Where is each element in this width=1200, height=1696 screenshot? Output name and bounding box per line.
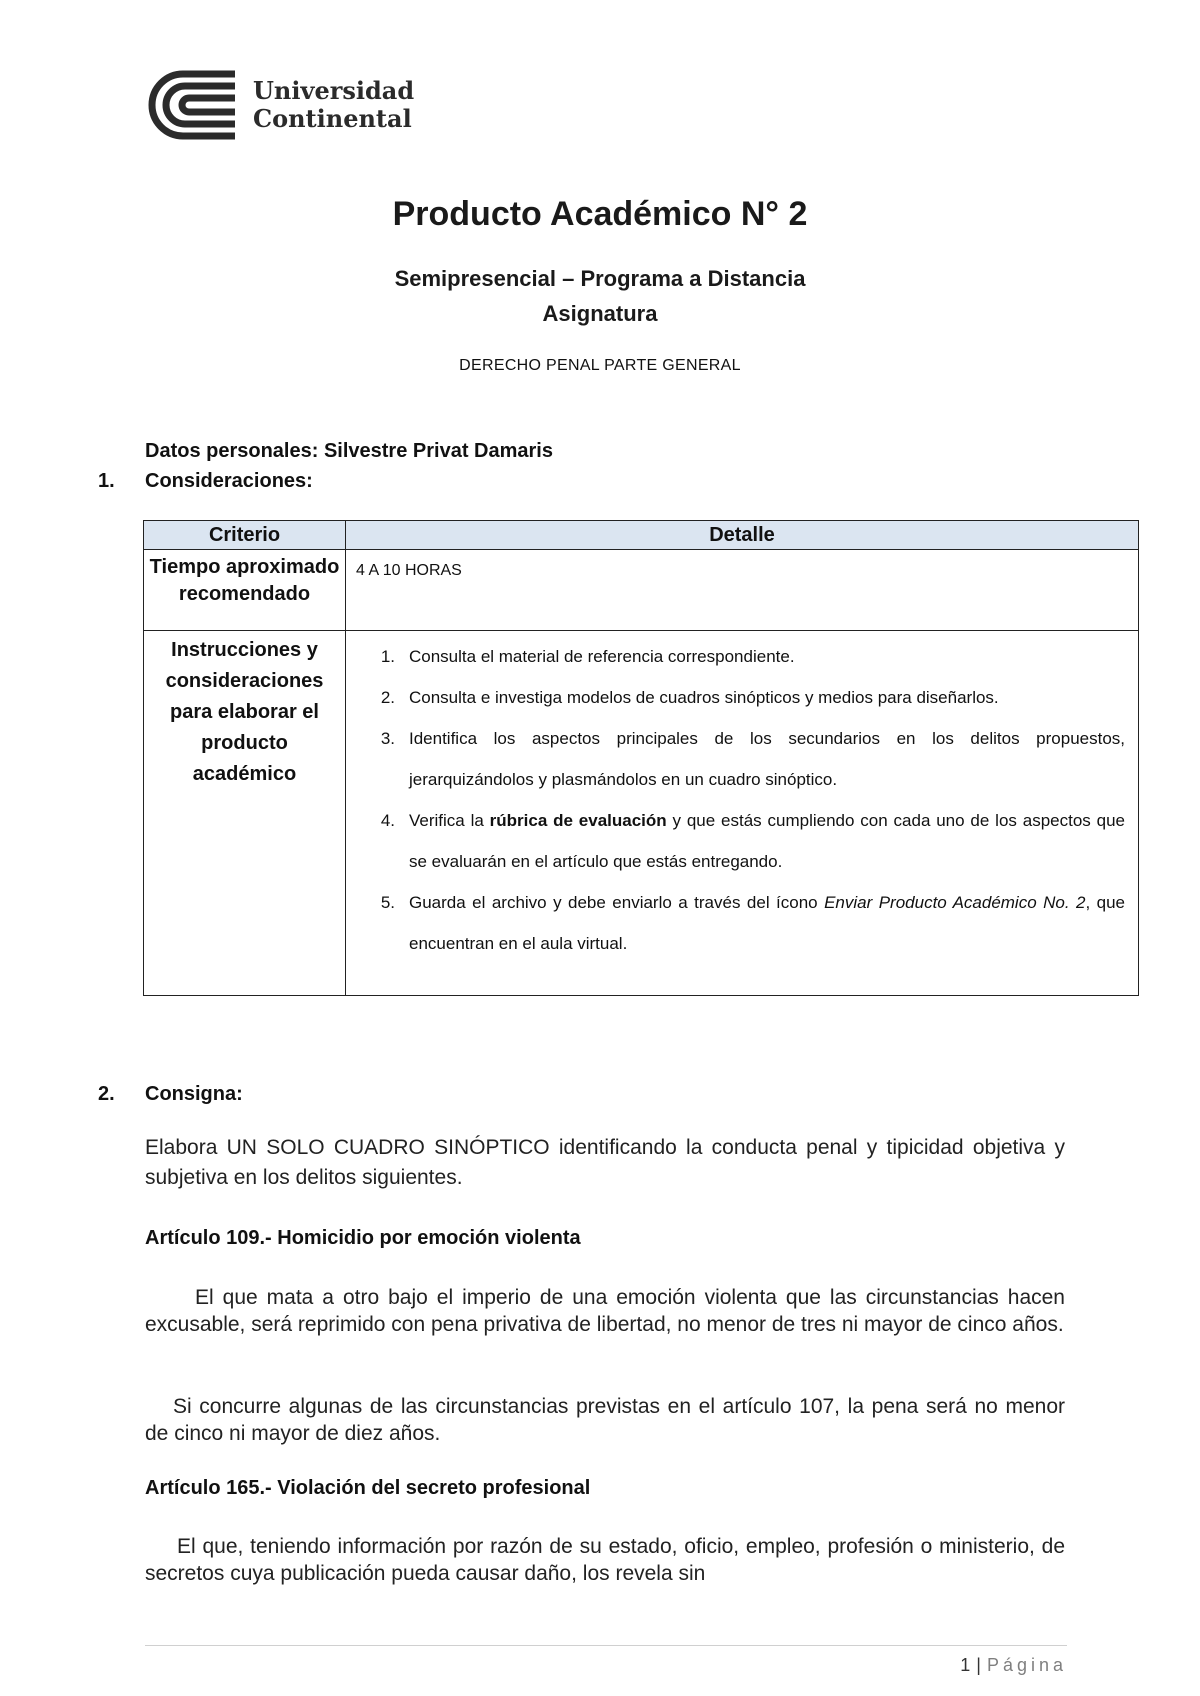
list-item: [359, 677, 1125, 718]
footer-divider: [145, 1645, 1067, 1646]
section-heading-considerations: [98, 470, 313, 493]
table-row: [144, 631, 1139, 996]
logo-text: [253, 77, 414, 133]
list-item-number: 2.: [380, 688, 395, 707]
document-title: Producto Académico N° 2: [392, 195, 808, 233]
list-item: [359, 718, 1125, 800]
criterion-cell: Tiempo aproximado recomendado: [144, 550, 346, 631]
course-name: DERECHO PENAL PARTE GENERAL: [459, 357, 741, 374]
list-item-text-pre: Consulta el material de referencia correspondiente.: [409, 647, 795, 666]
considerations-table: [143, 520, 1139, 996]
list-item-number: 5.: [380, 893, 395, 912]
list-item-text: [409, 677, 1125, 718]
logo-line-2: Continental: [253, 104, 412, 133]
article-109-paragraph-2: Si concurre algunas de las circunstancias previstas en el artículo 107, la pena será no menor de cinco ni mayor de diez años.: [145, 1395, 1065, 1445]
list-item-text: [409, 718, 1125, 800]
header-detail: Detalle: [346, 521, 1139, 550]
list-item: [359, 800, 1125, 882]
list-item-text: [409, 800, 1125, 882]
article-165-title: Artículo 165.- Violación del secreto profesional: [145, 1477, 591, 1499]
logo-line-1: Universidad: [253, 76, 415, 105]
list-item-text-tail: , que encuentran en el aula virtual.: [409, 893, 1126, 953]
section-label: Consigna:: [145, 1083, 243, 1105]
list-item: [359, 882, 1125, 964]
article-109-paragraph-1: El que mata a otro bajo el imperio de una emoción violenta que las circunstancias hacen excusable, será reprimido con pena privativa de libertad, no menor de tres ni mayor de cinco años.: [145, 1286, 1065, 1336]
header-criterion: Criterio: [144, 521, 346, 550]
logo-mark-icon: [143, 70, 239, 140]
section-label: Consideraciones:: [145, 470, 313, 492]
list-item-text-italic: Enviar Producto Académico No. 2: [824, 893, 1086, 912]
detail-cell: [346, 631, 1139, 996]
section-heading-consigna: [98, 1083, 243, 1106]
section-number: 1.: [98, 470, 115, 492]
page-number: 1: [960, 1655, 971, 1675]
page-label: Página: [986, 1655, 1067, 1675]
footer-separator: |: [976, 1655, 981, 1675]
list-item-text-pre: Guarda el archivo y debe enviarlo a través del ícono: [409, 893, 825, 912]
list-item-text-pre: Verifica la: [409, 811, 490, 830]
personal-data: Datos personales: Silvestre Privat Damaris: [145, 440, 553, 462]
list-item-text-pre: Identifica los aspectos principales de los secundarios en los delitos propuestos, jerarquizándolos y plasmándolos en un cuadro sinóptico.: [409, 729, 1125, 789]
list-item-number: 1.: [380, 647, 395, 666]
detail-cell: 4 A 10 HORAS: [346, 550, 1139, 631]
criterion-cell: Instrucciones y consideraciones para elaborar el producto académico: [144, 631, 346, 996]
page-footer: [960, 1655, 1067, 1676]
list-item-text-post: y que estás cumpliendo con cada uno de los aspectos que se evaluarán en el artículo que estás entregando.: [409, 811, 1125, 871]
subject-label: Asignatura: [542, 301, 658, 326]
list-item-text-pre: Consulta e investiga modelos de cuadros sinópticos y medios para diseñarlos.: [409, 688, 999, 707]
list-item-number: 3.: [380, 729, 395, 748]
list-item: [359, 636, 1125, 677]
document-subtitle: Semipresencial – Programa a Distancia: [394, 266, 806, 291]
instructions-list: [347, 632, 1137, 994]
table-header-row: [144, 521, 1139, 550]
list-item-text-bold: rúbrica de evaluación: [489, 811, 667, 830]
university-logo: [143, 70, 414, 140]
list-item-number: 4.: [380, 811, 395, 830]
table-row: [144, 550, 1139, 631]
consigna-text: Elabora UN SOLO CUADRO SINÓPTICO identificando la conducta penal y tipicidad objetiva y subjetiva en los delitos siguientes.: [145, 1136, 1065, 1189]
article-165-paragraph-1: El que, teniendo información por razón de su estado, oficio, empleo, profesión o ministerio, de secretos cuya publicación pueda causar daño, los revela sin: [145, 1535, 1065, 1585]
section-number: 2.: [98, 1083, 115, 1105]
article-109-title: Artículo 109.- Homicidio por emoción violenta: [145, 1227, 581, 1249]
list-item-text: [409, 636, 1125, 677]
list-item-text: [409, 882, 1125, 964]
